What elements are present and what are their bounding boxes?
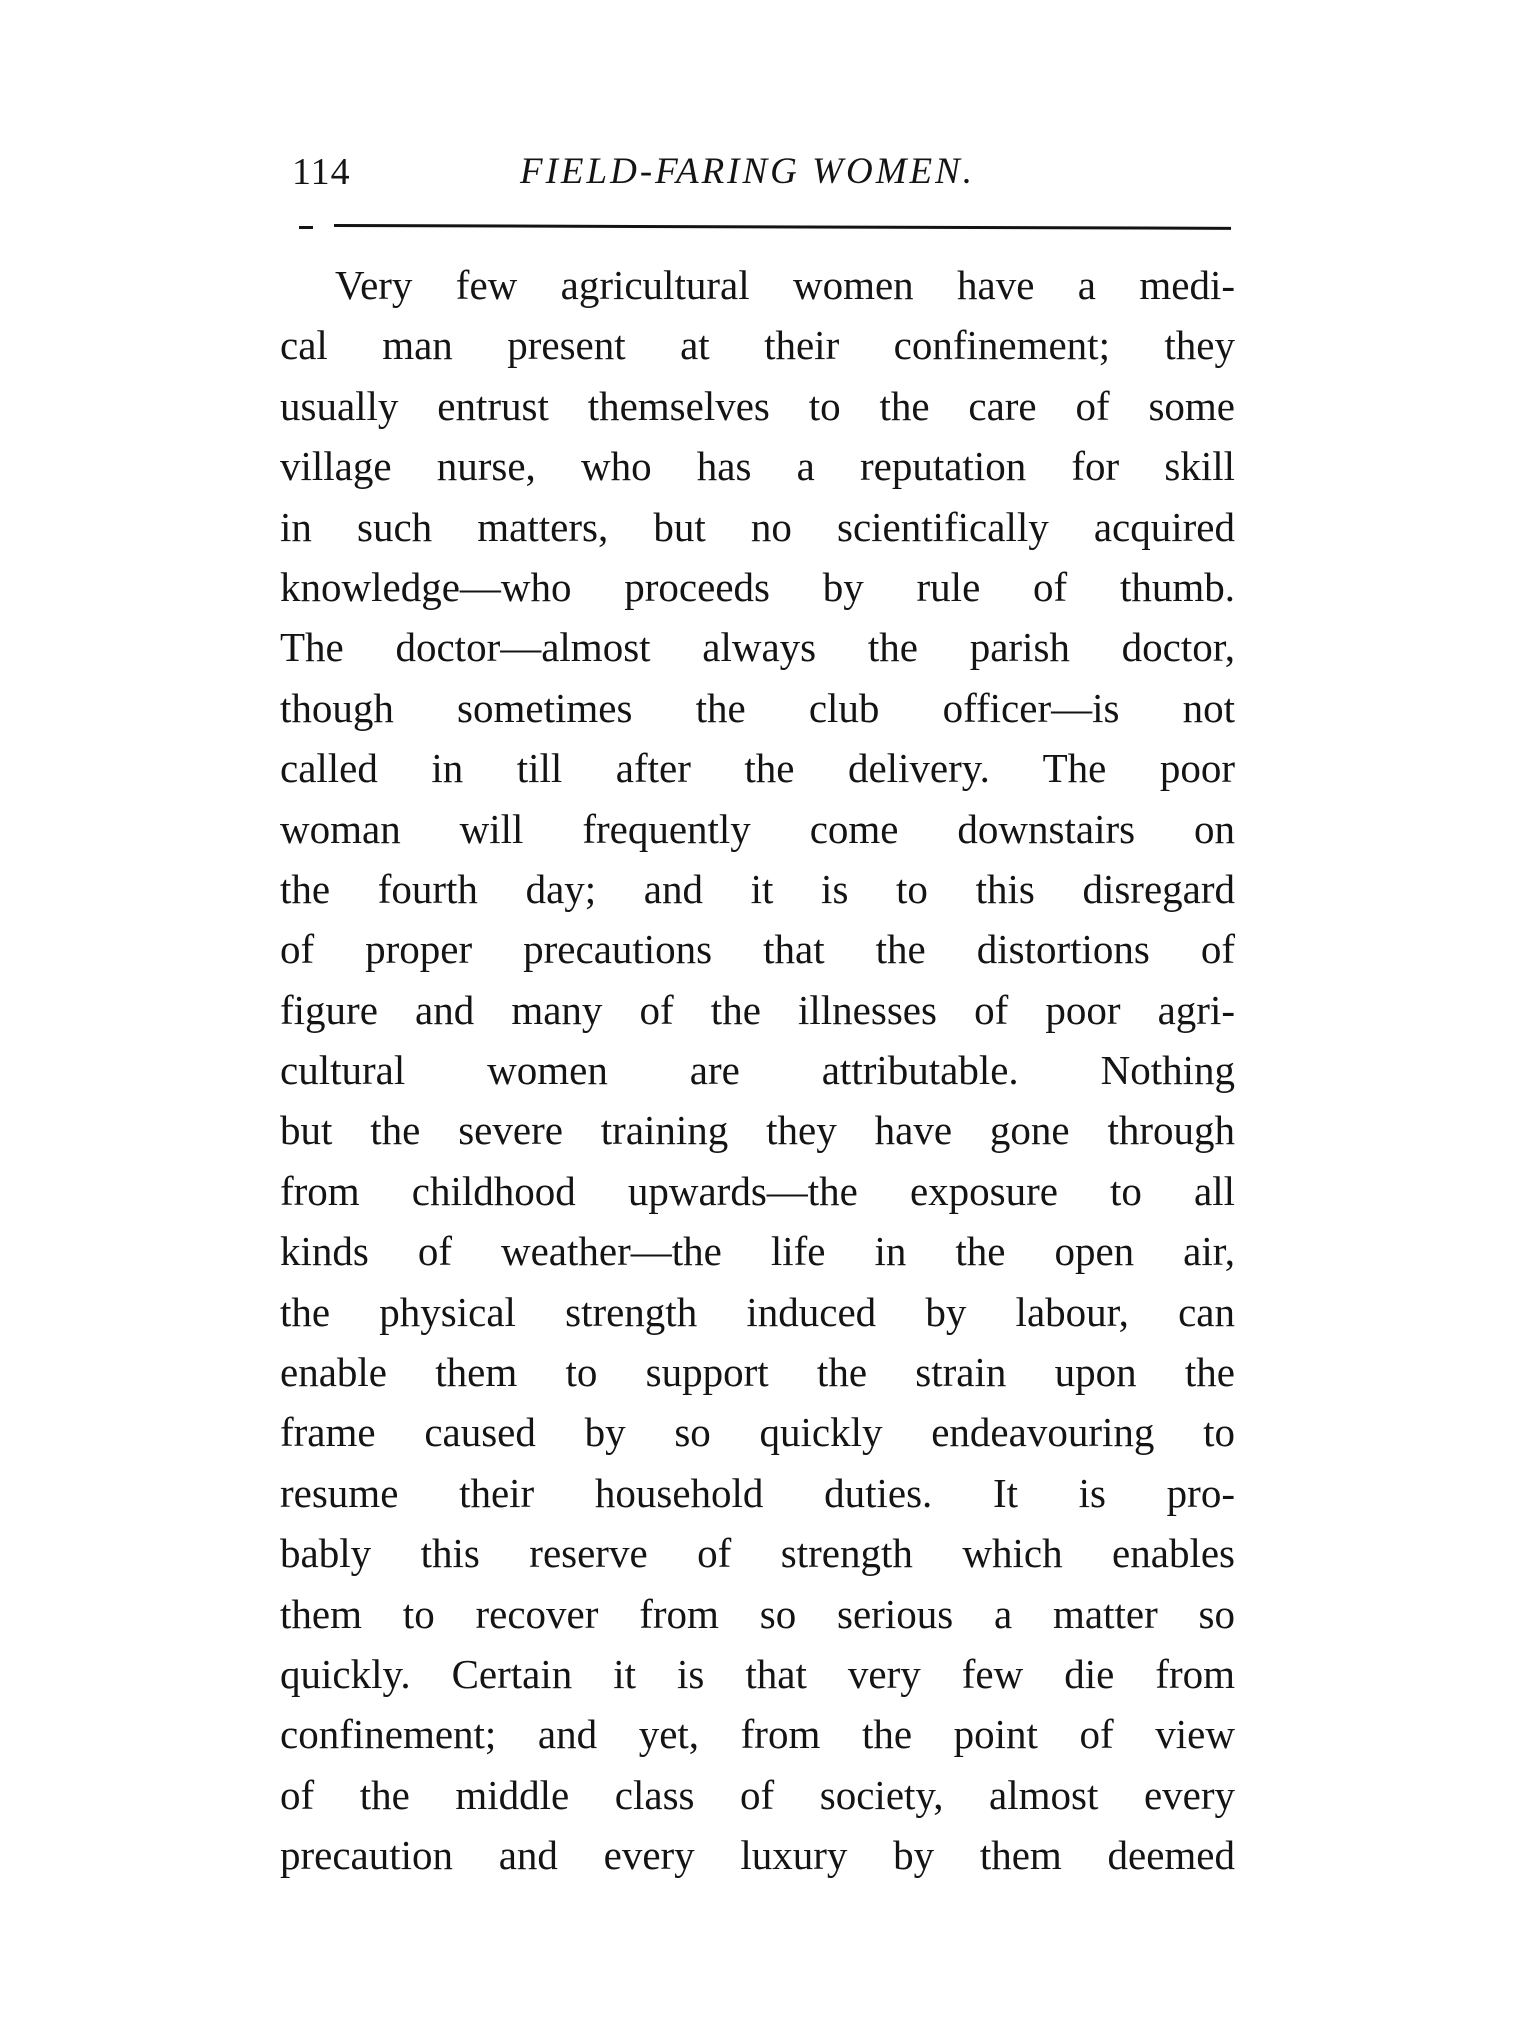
text-line: Very few agricultural women have a medi- xyxy=(335,262,1235,308)
running-head: FIELD-FARING WOMEN. xyxy=(520,151,976,192)
text-line: called in till after the delivery. The poor xyxy=(280,745,1235,792)
text-line: of the middle class of society, almost every xyxy=(280,1771,1235,1818)
text-line: but the severe training they have gone through xyxy=(280,1107,1235,1154)
text-line: resume their household duties. It is pro- xyxy=(280,1469,1235,1516)
text-line: village nurse, who has a reputation for skill xyxy=(280,443,1235,490)
text-line: confinement; and yet, from the point of view xyxy=(280,1711,1235,1758)
text-line: from childhood upwards—the exposure to all xyxy=(280,1167,1235,1214)
text-line: in such matters, but no scientifically acquired xyxy=(280,503,1235,550)
text-line: precaution and every luxury by them deemed xyxy=(280,1832,1235,1879)
text-line: cal man present at their confinement; they xyxy=(280,322,1235,369)
text-line: figure and many of the illnesses of poor agri- xyxy=(280,986,1235,1033)
text-line: enable them to support the strain upon the xyxy=(280,1349,1235,1396)
text-line: quickly. Certain it is that very few die from xyxy=(280,1650,1235,1697)
text-line: usually entrust themselves to the care of some xyxy=(280,382,1235,429)
text-line: frame caused by so quickly endeavouring to xyxy=(280,1409,1235,1456)
text-line: the physical strength induced by labour, can xyxy=(280,1288,1235,1335)
text-line: cultural women are attributable. Nothing xyxy=(280,1047,1235,1094)
text-line: The doctor—almost always the parish doctor, xyxy=(280,624,1235,671)
text-line: knowledge—who proceeds by rule of thumb. xyxy=(280,563,1235,610)
text-line: though sometimes the club officer—is not xyxy=(280,684,1235,731)
header-rule xyxy=(334,224,1231,230)
text-line: them to recover from so serious a matter so xyxy=(280,1590,1235,1637)
header-dash xyxy=(299,226,313,229)
text-line: bably this reserve of strength which enables xyxy=(280,1530,1235,1577)
text-line: of proper precautions that the distortions of xyxy=(280,926,1235,973)
body-text xyxy=(280,255,1235,1886)
text-line: kinds of weather—the life in the open air, xyxy=(280,1228,1235,1275)
page-number: 114 xyxy=(292,151,351,193)
text-line: the fourth day; and it is to this disregard xyxy=(280,865,1235,912)
text-line: woman will frequently come downstairs on xyxy=(280,805,1235,852)
